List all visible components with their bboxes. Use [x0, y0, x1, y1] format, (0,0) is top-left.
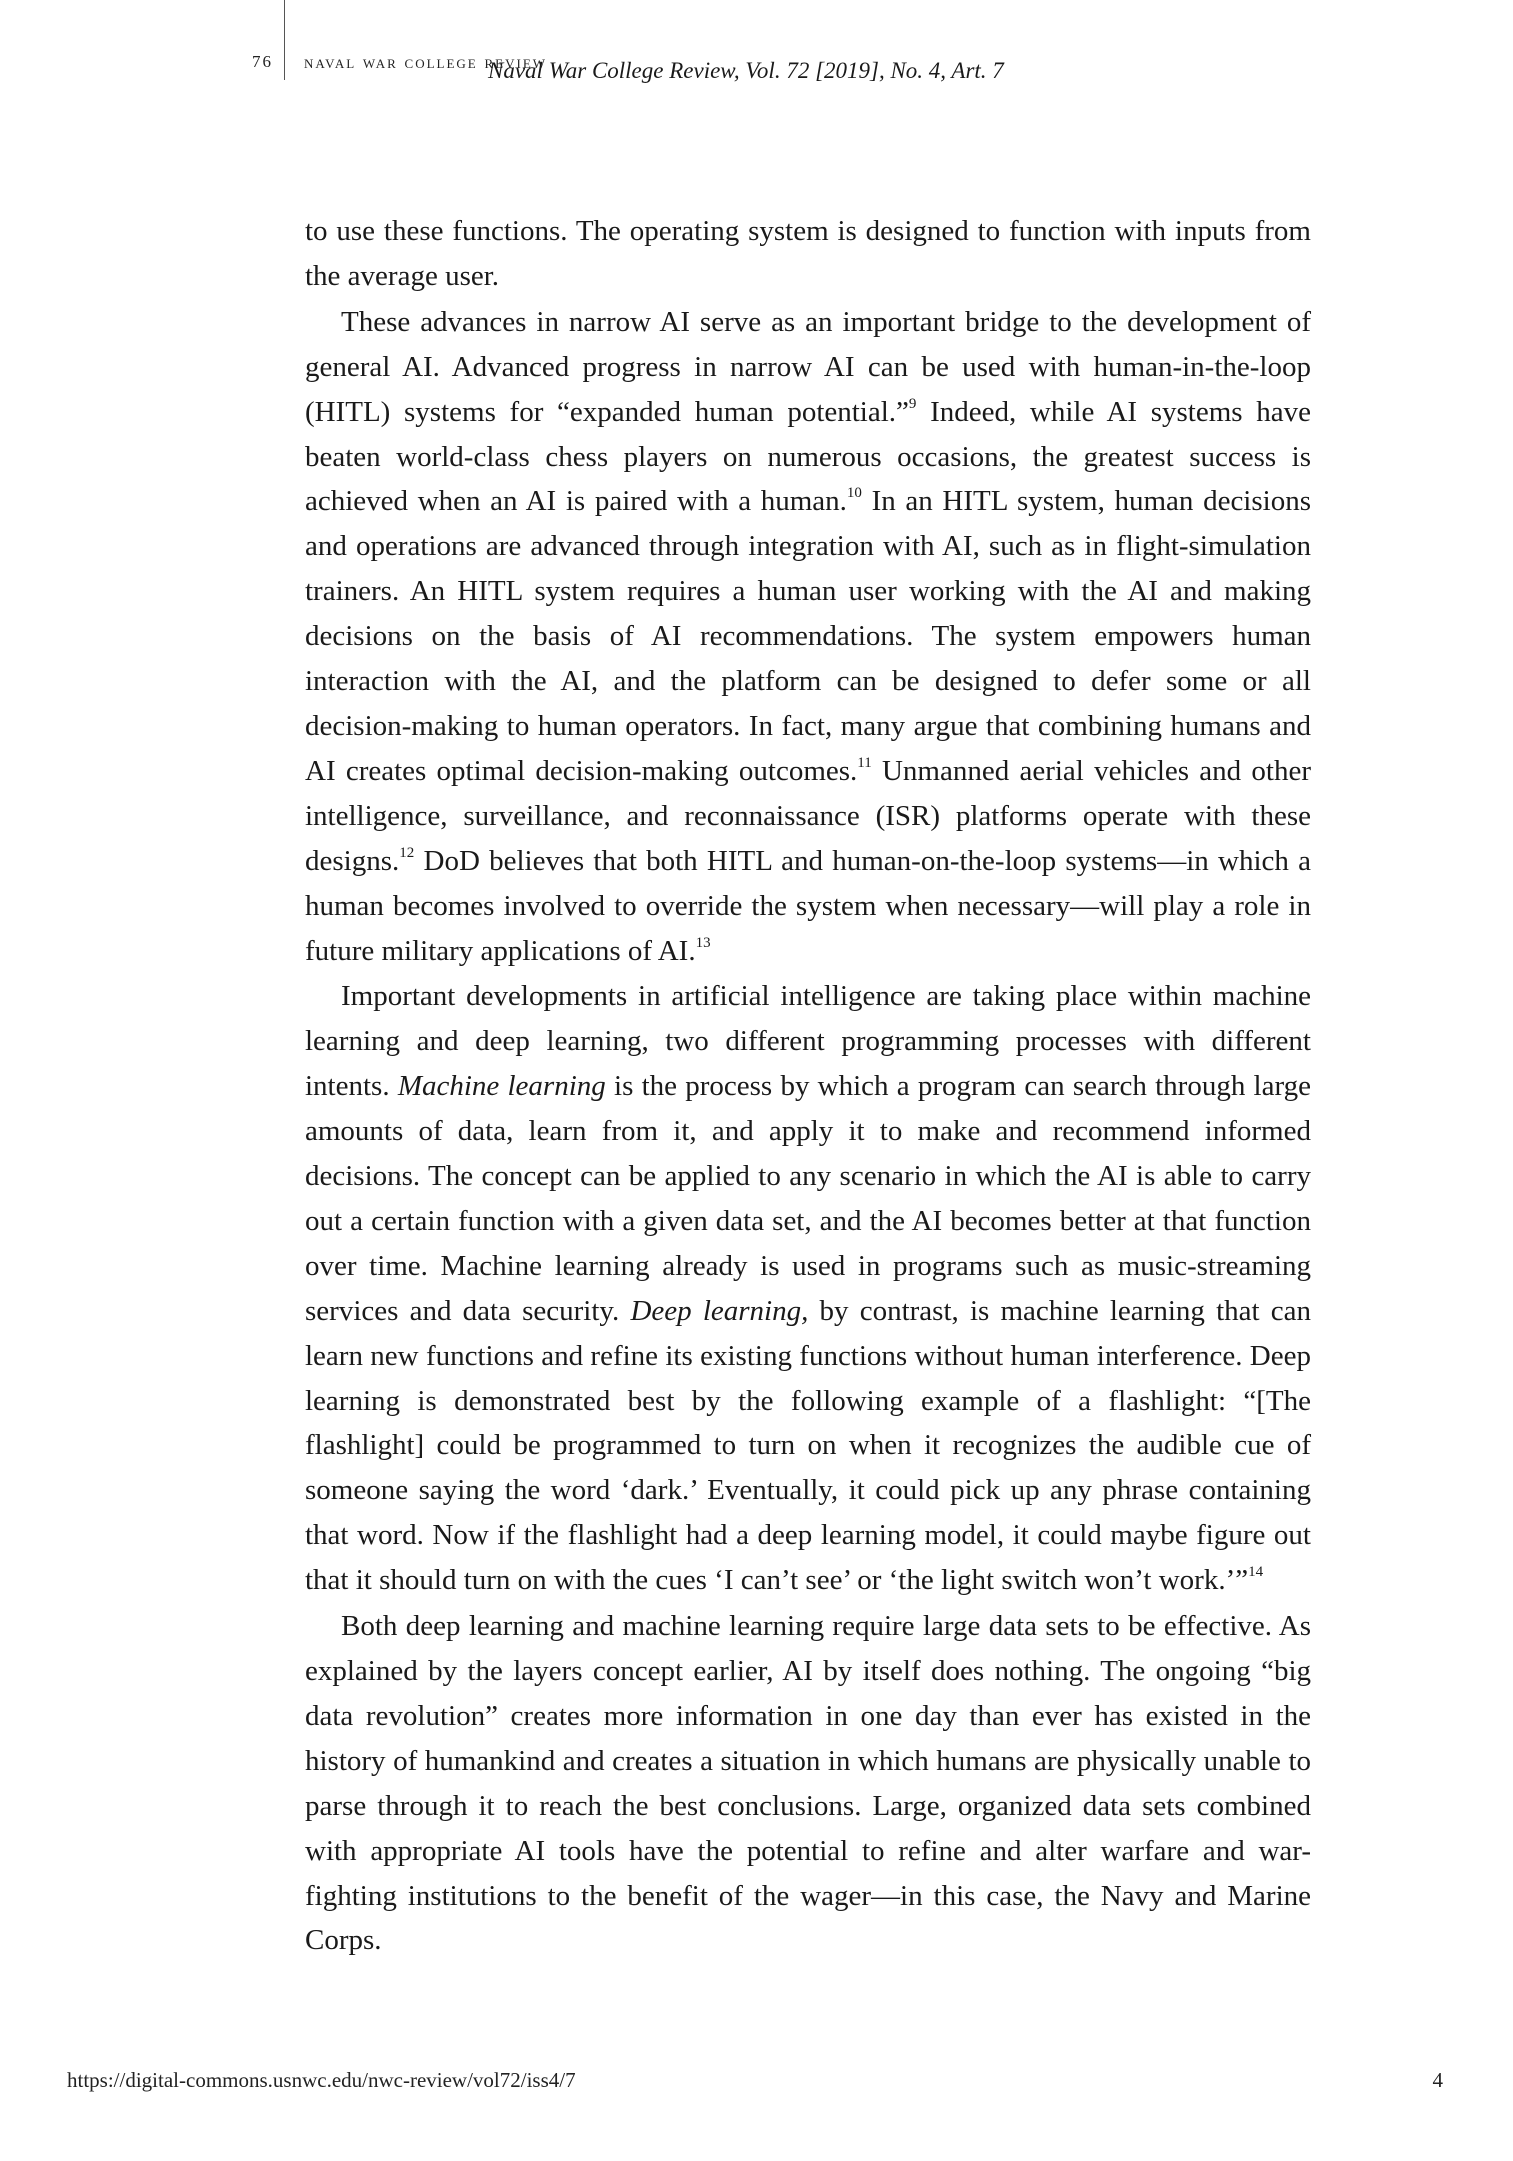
paragraph-4 — [305, 1604, 1311, 1963]
footnote-ref[interactable]: 10 — [846, 485, 862, 502]
citation-overlay: Naval War College Review, Vol. 72 [2019], No. 4, Art. 7 — [488, 58, 1004, 83]
footer-page-number: 4 — [1432, 2068, 1443, 2092]
page-number: 76 — [252, 52, 273, 71]
term-deep-learning: Deep learning, — [630, 1294, 809, 1327]
term-machine-learning: Machine learning — [397, 1070, 606, 1103]
paragraph-1 — [305, 209, 1311, 299]
footnote-ref[interactable]: 13 — [695, 934, 711, 951]
text-run: is the process by which a program can search through large amounts of data, learn from it, and apply it to make and recommend informed decisions. The concept can be applied to any scenario in which the AI is able to carry out a certain function with a given data set, and the AI becomes better at that function over time. Machine learning already is used in programs such as music-streaming services and data security. — [305, 1070, 1311, 1327]
text-run: DoD believes that both HITL and human-on-the-loop systems—in which a human becomes involved to override the system when necessary—will play a role in future military applications of AI. — [305, 844, 1311, 967]
footnote-ref[interactable]: 11 — [857, 754, 872, 771]
paragraph-3 — [305, 974, 1311, 1603]
header-divider — [284, 0, 285, 80]
footnote-ref[interactable]: 12 — [399, 844, 415, 861]
footnote-ref[interactable]: 9 — [908, 395, 917, 412]
text-run: In an HITL system, human decisions and operations are advanced through integration with AI, such as in flight-simulation trainers. An HITL system requires a human user working with the AI and making decisions on the basis of AI recommendations. The system empowers human interaction with the AI, and the platform can be designed to defer some or all decision-making to human operators. In fact, many argue that combining humans and AI creates optimal decision-making outcomes. — [305, 485, 1311, 787]
footnote-ref[interactable]: 14 — [1248, 1564, 1264, 1581]
text-run: These advances in narrow AI serve as an important bridge to the development of general AI. Advanced progress in narrow AI can be used with human-in-the-loop (HITL) systems for “expanded human potential.” — [305, 305, 1311, 428]
text-run: Unmanned aerial vehicles and other intelligence, surveillance, and reconnaissance (ISR) platforms operate with these designs. — [305, 754, 1311, 877]
text-run: Important developments in artificial intelligence are taking place within machine learning and deep learning, two different programming processes with different intents. — [305, 980, 1311, 1103]
text-run: by contrast, is machine learning that can learn new functions and refine its existing functions without human interference. Deep learning is demonstrated best by the following example of a flashlight: “[The flashlight] could be programmed to turn on when it recognizes the audible cue of someone saying the word ‘dark.’ Eventually, it could pick up any phrase containing that word. Now if the flashlight had a deep learning model, it could maybe figure out that it should turn on with the cues ‘I can’t see’ or ‘the light switch won’t work.’” — [305, 1294, 1311, 1597]
text-run: Indeed, while AI systems have beaten world-class chess players on numerous occasions, the greatest success is achieved when an AI is paired with a human. — [305, 395, 1311, 518]
journal-name: naval war college review — [304, 52, 548, 73]
footer-url[interactable]: https://digital-commons.usnwc.edu/nwc-review/vol72/iss4/7 — [67, 2068, 576, 2092]
text-run: Both deep learning and machine learning require large data sets to be effective. As explained by the layers concept earlier, AI by itself does nothing. The ongoing “big data revolution” creates more information in one day than ever has existed in the history of humankind and creates a situation in which humans are physically unable to parse through it to reach the best conclusions. Large, organized data sets combined with appropriate AI tools have the potential to refine and alter warfare and war-fighting institutions to the benefit of the wager—in this case, the Navy and Marine Corps. — [305, 1610, 1311, 1957]
text-run: to use these functions. The operating system is designed to function with inputs from the average user. — [305, 215, 1311, 292]
article-body — [305, 209, 1311, 1963]
paragraph-2 — [305, 300, 1311, 974]
